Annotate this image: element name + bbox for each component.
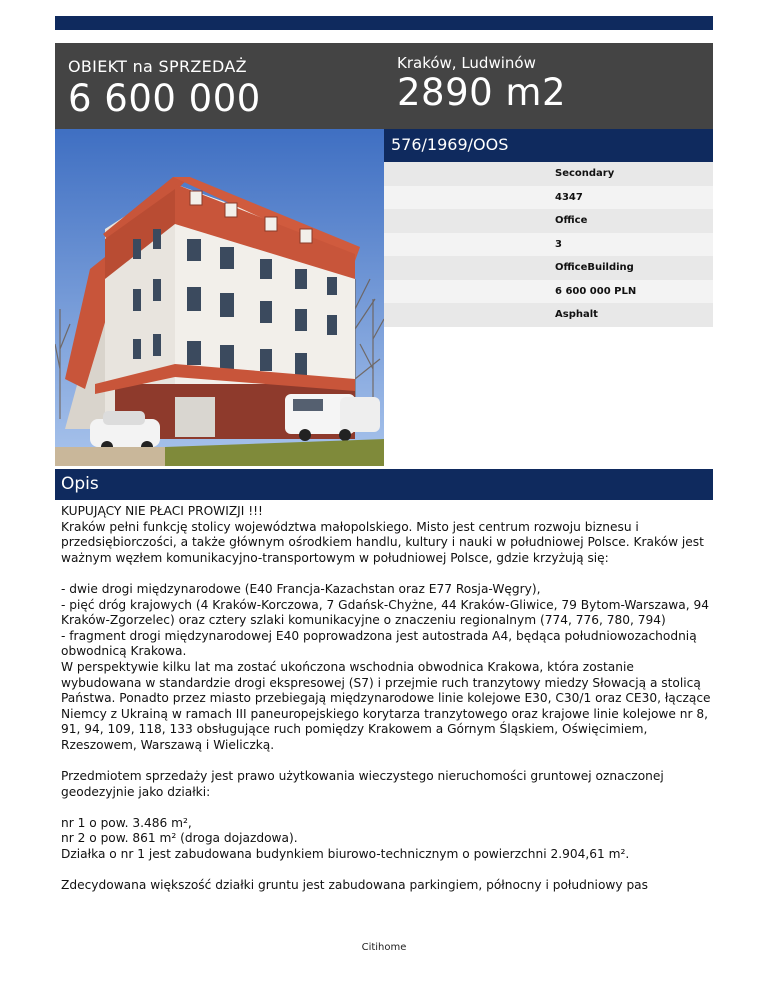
details-table <box>384 162 713 327</box>
listing-location: Kraków, Ludwinów <box>397 54 536 72</box>
detail-row <box>384 162 713 186</box>
listing-price: 6 600 000 <box>68 77 261 120</box>
description-paragraph: KUPUJĄCY NIE PŁACI PROWIZJI !!! Kraków pełni funkcję stolicy województwa małopolskiego. Misto jest centrum rozwoju biznesu i przedsiębiorczości, a także głównym ośrodkiem handlu, kultury i nauki w południowej Polsce. Kraków jest ważnym węzłem komunikacyjno-transportowym w południowej Polsce, gdzie krzyżują się: <box>61 504 704 565</box>
description-paragraph: nr 1 o pow. 3.486 m², nr 2 o pow. 861 m² (droga dojazdowa). Działka o nr 1 jest zabudowana budynkiem biurowo-technicznym o powierzchni 2.904,61 m². <box>61 815 630 862</box>
top-accent-bar <box>55 16 713 30</box>
description-body <box>61 504 711 909</box>
detail-row <box>384 233 713 257</box>
detail-value: Office <box>555 215 588 226</box>
footer-brand: Citihome <box>361 942 407 953</box>
detail-row <box>384 209 713 233</box>
detail-value: 6 600 000 PLN <box>555 285 637 297</box>
section-title: Opis <box>61 474 99 494</box>
detail-row <box>384 303 713 327</box>
detail-row <box>384 186 713 210</box>
reference-number: 576/1969/OOS <box>391 135 509 154</box>
property-photo <box>55 129 384 466</box>
description-paragraph: - dwie drogi międzynarodowe (E40 Francja-Kazachstan oraz E77 Rosja-Węgry), - pięć dróg krajowych (4 Kraków-Korczowa, 7 Gdańsk-Chyżne, 44 Kraków-Gliwice, 79 Bytom-Warszawa, 94 Kraków-Zgorzelec) oraz cztery szlaki komunikacyjne o znaczeniu regionalnym (774, 776, 780, 794) - fragment drogi międzynarodowej E40 poprowadzona jest autostrada A4, będąca południowozachodnią obwodnicą Krakowa. W perspektywie kilku lat ma zostać ukończona wschodnia obwodnica Krakowa, która zostanie wybudowana w standardzie drogi ekspresowej (S7) i przejmie ruch tranzytowy miedzy Słowacją a stolicą Państwa. Ponadto przez miasto przebiegają międzynarodowe linie kolejowe E30, C30/1 oraz CE30, łączące Niemcy z Ukrainą w ramach III paneuropejskiego korytarza tranzytowego oraz krajowe linie kolejowe nr 8, 91, 94, 109, 118, 133 obsługujące ruch pomiędzy Krakowem a Górnym Śląskiem, Oświęcimiem, Rzeszowem, Warszawą i Wieliczką. <box>61 581 711 752</box>
building-photo-icon <box>55 129 384 466</box>
listing-area: 2890 m2 <box>397 71 567 114</box>
detail-value: 4347 <box>555 191 583 203</box>
detail-row <box>384 256 713 280</box>
detail-value: 3 <box>555 238 562 250</box>
listing-type-label: OBIEKT na SPRZEDAŻ <box>68 57 247 76</box>
reference-number-bar <box>384 129 713 162</box>
listing-header <box>55 43 713 129</box>
description-paragraph: Zdecydowana większość działki gruntu jest zabudowana parkingiem, północny i południowy pas <box>61 878 649 893</box>
detail-value: Asphalt <box>555 309 598 320</box>
detail-value: OfficeBuilding <box>555 262 634 273</box>
section-header-description <box>55 469 713 500</box>
description-paragraph: Przedmiotem sprzedaży jest prawo użytkowania wieczystego nieruchomości gruntowej oznaczonej geodezyjnie jako działki: <box>61 769 664 799</box>
detail-value: Secondary <box>555 168 615 179</box>
detail-row <box>384 280 713 304</box>
